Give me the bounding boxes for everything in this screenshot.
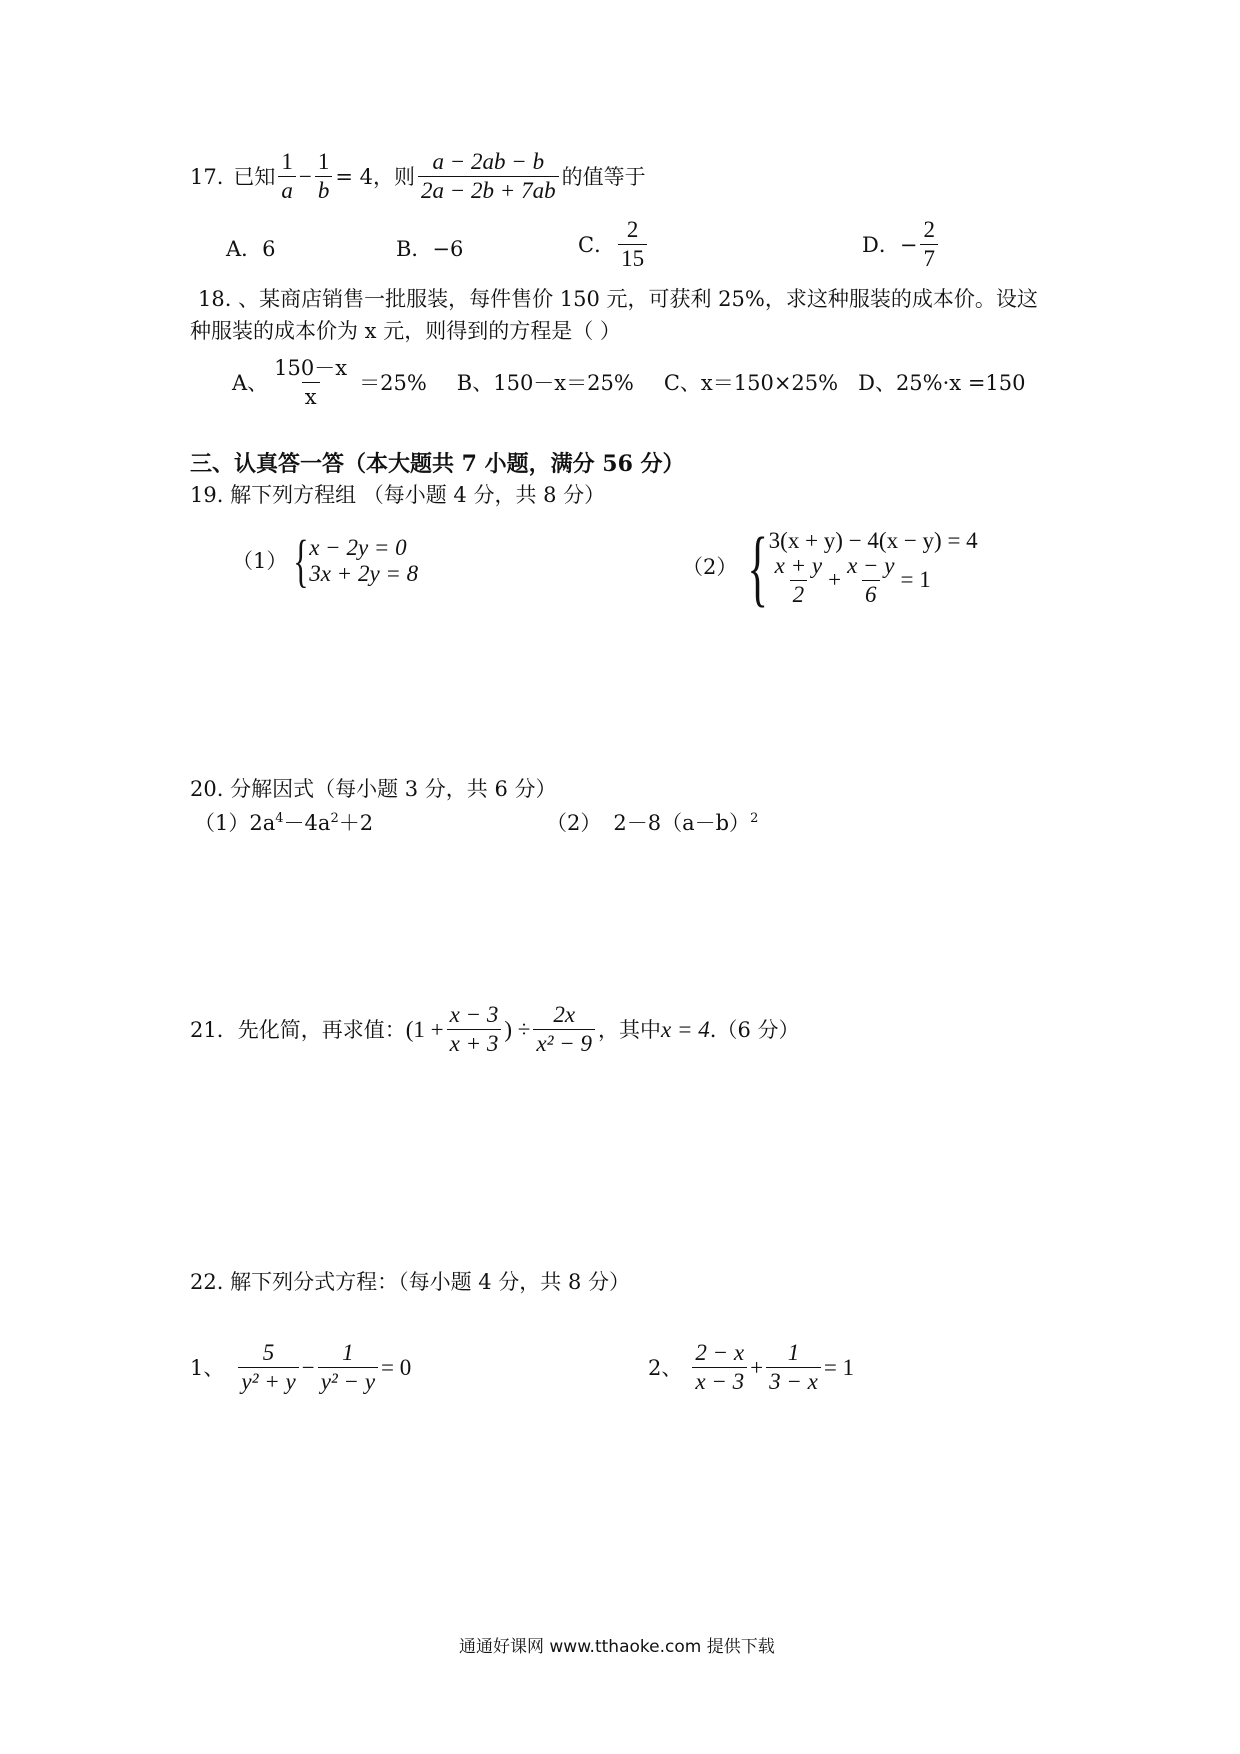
q21-prefix: 21．先化简，再求值： <box>190 1017 406 1042</box>
q19-part-2-plus: + <box>828 567 842 592</box>
q17-option-d <box>862 218 941 271</box>
q20-part-2 <box>546 810 758 836</box>
q22-part-2-label: 2、 <box>648 1355 683 1380</box>
q20-part-1-term-1: 2a <box>249 811 276 835</box>
q22-part-2 <box>648 1341 854 1394</box>
q20-part-2-label: （2） <box>546 811 602 835</box>
q17-option-d-num: 2 <box>923 217 935 242</box>
q19-part-2-system <box>769 528 978 607</box>
system-brace-icon: { <box>293 528 309 593</box>
q17-option-d-frac <box>920 218 938 271</box>
q21-suffix: ，其中 <box>598 1017 662 1042</box>
q18-option-a-den: x <box>302 382 320 409</box>
q17-frac-1-over-b <box>315 150 333 203</box>
q17-expr-den: 2a − 2b + 7ab <box>418 176 559 203</box>
q19-part-2-frac-2-num: x − y <box>847 552 895 578</box>
q18-line-2: 种服装的成本价为 x 元，则得到的方程是（ ） <box>190 319 621 343</box>
q17-option-b: B．−6 <box>396 237 464 261</box>
q17-expression <box>418 150 559 203</box>
q19-part-2-frac-1-num: x + y <box>774 552 823 578</box>
q20-title: 20. 分解因式（每小题 3 分，共 6 分） <box>190 777 557 801</box>
q22-part-2-frac-2-num: 1 <box>787 1340 800 1365</box>
q17-option-c-den: 15 <box>618 244 647 271</box>
q17-frac1-num: 1 <box>281 149 293 174</box>
q17-frac1-den: a <box>278 176 296 203</box>
q22-part-2-rhs: = 1 <box>823 1354 855 1380</box>
q21-divide: ) ÷ <box>504 1016 531 1042</box>
q17-frac-1-over-a <box>278 150 296 203</box>
q19-part-2-frac-2-den: 6 <box>862 580 880 607</box>
q22-part-2-frac-1 <box>692 1341 747 1394</box>
q17-expr-num: a − 2ab − b <box>432 149 545 174</box>
q21-frac-2 <box>533 1003 595 1056</box>
q22-part-2-frac-1-num: 2 − x <box>695 1340 745 1365</box>
q17-option-d-label: D．− <box>862 232 918 257</box>
q22-part-2-plus: + <box>750 1354 764 1380</box>
q18-option-d: D、25%·x =150 <box>858 370 1026 395</box>
q18-option-a-num: 150－x <box>274 356 348 380</box>
q18-option-b: B、150－x＝25% <box>456 370 634 395</box>
q21-points: .（6 分） <box>709 1017 800 1042</box>
q22-part-1-frac-1-den: y² + y <box>238 1367 298 1394</box>
q21-frac-1 <box>447 1003 502 1056</box>
q19-part-1-label: （1） <box>232 549 288 573</box>
q20-part-1-exp-2: 2 <box>330 811 339 826</box>
q19-part-2-frac-1 <box>772 554 825 607</box>
q22-part-1-frac-1 <box>238 1341 298 1394</box>
q22-part-1-frac-2-den: y² − y <box>318 1367 378 1394</box>
q20-part-2-exp: 2 <box>750 811 759 826</box>
q19-title: 19. 解下列方程组 （每小题 4 分，共 8 分） <box>190 483 606 507</box>
system-brace-icon: { <box>747 519 769 615</box>
q21-frac-2-num: 2x <box>553 1002 576 1027</box>
q22-part-1-frac-2 <box>318 1341 378 1394</box>
q19-part-2-frac-2 <box>844 554 897 607</box>
q20-part-1-exp-1: 4 <box>275 811 284 826</box>
q19-part-1-eq-2: 3x + 2y = 8 <box>309 561 419 586</box>
q21-frac-2-den: x² − 9 <box>533 1029 595 1056</box>
q17-minus: − <box>298 163 312 189</box>
question-21 <box>190 1003 799 1056</box>
q18-option-c: C、x＝150×25% <box>663 370 839 395</box>
q17-option-d-den: 7 <box>920 244 938 271</box>
q19-part-1-eq-1: x − 2y = 0 <box>309 535 407 560</box>
question-17 <box>190 150 646 203</box>
q17-option-c-num: 2 <box>626 217 639 242</box>
q19-part-2-eq-1: 3(x + y) − 4(x − y) = 4 <box>768 527 978 553</box>
q22-part-2-frac-2-den: 3 − x <box>766 1367 821 1394</box>
q21-condition: x = 4 <box>661 1016 710 1042</box>
q20-part-2-expr: 2－8（a－b） <box>613 811 751 835</box>
q22-part-1-minus: − <box>301 1354 315 1380</box>
q19-part-2 <box>682 519 978 615</box>
q20-part-1-term-3: ＋2 <box>338 811 374 835</box>
q22-part-2-frac-2 <box>766 1341 821 1394</box>
q18-options <box>232 356 1026 409</box>
q22-part-1-rhs: = 0 <box>381 1354 412 1380</box>
q19-part-1-system <box>309 535 418 587</box>
q22-part-1-frac-2-num: 1 <box>342 1340 354 1365</box>
q18-option-a-label: A、 <box>232 370 269 395</box>
q20-part-1-term-2: －4a <box>283 811 331 835</box>
q18-option-a-rhs: ＝25% <box>359 370 427 395</box>
q19-part-2-rhs: = 1 <box>900 567 931 592</box>
q18-line-1: 18. 、某商店销售一批服装，每件售价 150 元，可获利 25%，求这种服装的成本价。设这 <box>198 287 1038 311</box>
section-3-heading: 三、认真答一答（本大题共 7 小题，满分 56 分） <box>190 451 685 477</box>
q21-frac-1-den: x + 3 <box>447 1029 502 1056</box>
q18-option-a-frac <box>271 356 350 409</box>
q17-option-a: A．6 <box>226 237 276 261</box>
q17-suffix: 的值等于 <box>561 164 646 189</box>
q17-option-c-frac <box>618 218 647 271</box>
q17-option-c <box>578 218 650 271</box>
q20-part-1 <box>194 810 373 836</box>
q22-part-1 <box>190 1341 411 1394</box>
q19-part-2-frac-1-den: 2 <box>790 580 808 607</box>
q17-frac2-den: b <box>315 176 333 203</box>
q17-number: 17. <box>190 164 224 189</box>
footer-text: 通通好课网 www.tthaoke.com 提供下载 <box>459 1637 775 1657</box>
q17-frac2-num: 1 <box>317 149 330 174</box>
q22-part-1-frac-1-num: 5 <box>262 1340 275 1365</box>
q22-part-2-frac-1-den: x − 3 <box>692 1367 747 1394</box>
q21-open: (1 + <box>405 1016 444 1042</box>
q21-frac-1-num: x − 3 <box>449 1002 499 1027</box>
q19-part-2-label: （2） <box>682 555 738 579</box>
q19-part-2-eq-2 <box>769 554 978 607</box>
q17-cond-rhs: = 4，则 <box>335 164 416 189</box>
q22-part-1-label: 1、 <box>190 1355 225 1380</box>
q17-prefix: 已知 <box>233 164 276 189</box>
q17-option-c-label: C． <box>578 232 616 257</box>
q22-title: 22. 解下列分式方程：（每小题 4 分，共 8 分） <box>190 1270 630 1294</box>
q20-part-1-label: （1） <box>194 811 250 835</box>
q19-part-1 <box>232 528 419 593</box>
